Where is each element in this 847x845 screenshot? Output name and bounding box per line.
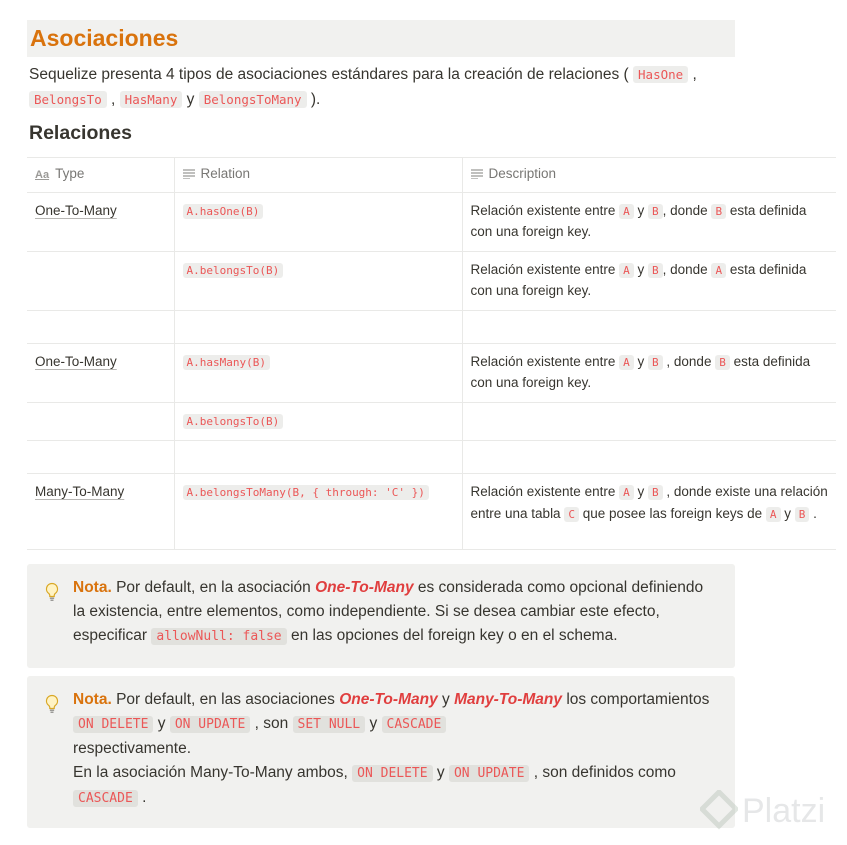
- code-hasmany: HasMany: [120, 91, 183, 108]
- header-relation[interactable]: Relation: [174, 158, 462, 193]
- relation-cell[interactable]: [174, 310, 462, 343]
- relation-cell[interactable]: [174, 251, 462, 310]
- table-row: [27, 402, 836, 441]
- note-label: Nota.: [73, 691, 112, 708]
- platzi-logo-icon: [700, 790, 738, 834]
- inline-code: C: [564, 507, 579, 522]
- inline-code: A: [619, 355, 634, 370]
- relation-cell[interactable]: [174, 402, 462, 441]
- description-cell[interactable]: Relación existente entre A y B , donde B esta definida con una foreign key.: [462, 192, 836, 251]
- description-cell[interactable]: [462, 441, 836, 474]
- inline-code: B: [648, 355, 663, 370]
- code-belongstomany: BelongsToMany: [199, 91, 307, 108]
- inline-code: CASCADE: [73, 790, 138, 807]
- inline-code: SET NULL: [293, 716, 366, 733]
- description-cell[interactable]: [462, 402, 836, 441]
- inline-code: B: [648, 263, 663, 278]
- header-type[interactable]: Aa Type: [27, 158, 174, 193]
- intro-paragraph: Sequelize presenta 4 tipos de asociaciones estándares para la creación de relaciones ( HasOne , BelongsTo , HasMany y BelongsToMany ).: [29, 66, 697, 108]
- inline-code: ON DELETE: [352, 765, 432, 782]
- inline-code: ON UPDATE: [449, 765, 529, 782]
- inline-code: CASCADE: [382, 716, 447, 733]
- platzi-watermark: [698, 788, 843, 836]
- emphasis: Many-To-Many: [454, 691, 562, 708]
- inline-code: allowNull: false: [151, 628, 286, 645]
- code-hasone: HasOne: [633, 66, 688, 83]
- inline-code: B: [648, 204, 663, 219]
- header-description[interactable]: Description: [462, 158, 836, 193]
- note-callout: Nota. Por default, en la asociación One-To-Many es considerada como opcional definiendo la existencia, entre elementos, como independiente. Si se desea cambiar este efecto, especificar allowNull: false en las opciones del foreign key o en el schema.: [27, 564, 735, 668]
- inline-code: ON DELETE: [73, 716, 153, 733]
- relations-table: [27, 157, 836, 550]
- description-cell[interactable]: [462, 310, 836, 343]
- table-row: [27, 474, 836, 550]
- lightbulb-icon: [44, 582, 60, 602]
- inline-code: A: [766, 507, 781, 522]
- section-heading: Asociaciones: [27, 20, 735, 57]
- code-belongsto: BelongsTo: [29, 91, 107, 108]
- relation-code: A.hasMany(B): [183, 355, 270, 370]
- relation-cell[interactable]: [174, 343, 462, 402]
- relation-code: A.belongsTo(B): [183, 263, 284, 278]
- description-cell[interactable]: Relación existente entre A y B , donde existe una relación entre una tabla C que posee las foreign keys de A y B .: [462, 474, 836, 550]
- table-row: [27, 192, 836, 251]
- platzi-wordmark: Platzi: [742, 792, 826, 830]
- table-row: [27, 310, 836, 343]
- table-row: [27, 251, 836, 310]
- relation-cell[interactable]: [174, 474, 462, 550]
- relation-code: A.hasOne(B): [183, 204, 264, 219]
- relation-code: A.belongsToMany(B, { through: 'C' }): [183, 485, 429, 500]
- inline-code: B: [711, 204, 726, 219]
- lightbulb-icon: [44, 694, 60, 714]
- type-cell[interactable]: [27, 402, 174, 441]
- note-callout: Nota. Por default, en las asociaciones One-To-Many y Many-To-Many los comportamientos ON DELETE y ON UPDATE , son SET NULL y CASCADE respectivamente. En la asociación Many-To-Many ambos, ON DELETE y ON UPDATE , son definidos como CASCADE .: [27, 676, 735, 828]
- table-header-row: [27, 158, 836, 193]
- note-label: Nota.: [73, 579, 112, 596]
- text-lines-icon: [183, 169, 195, 179]
- relation-code: A.belongsTo(B): [183, 414, 284, 429]
- inline-code: B: [715, 355, 730, 370]
- table-row: [27, 441, 836, 474]
- description-cell[interactable]: Relación existente entre A y B , donde A esta definida con una foreign key.: [462, 251, 836, 310]
- table-row: [27, 343, 836, 402]
- relation-cell[interactable]: [174, 441, 462, 474]
- description-cell[interactable]: Relación existente entre A y B , donde B esta definida con una foreign key.: [462, 343, 836, 402]
- inline-code: ON UPDATE: [170, 716, 250, 733]
- text-property-icon: Aa: [35, 169, 50, 181]
- type-cell[interactable]: [27, 310, 174, 343]
- type-cell[interactable]: Many-To-Many: [27, 474, 174, 550]
- emphasis: One-To-Many: [315, 579, 414, 596]
- relation-cell[interactable]: [174, 192, 462, 251]
- emphasis: One-To-Many: [339, 691, 438, 708]
- inline-code: A: [711, 263, 726, 278]
- type-cell[interactable]: [27, 251, 174, 310]
- type-cell[interactable]: One-To-Many: [27, 192, 174, 251]
- inline-code: B: [795, 507, 810, 522]
- inline-code: A: [619, 485, 634, 500]
- text-lines-icon: [471, 169, 483, 179]
- subheading: Relaciones: [29, 122, 132, 144]
- inline-code: A: [619, 204, 634, 219]
- type-cell[interactable]: One-To-Many: [27, 343, 174, 402]
- inline-code: B: [648, 485, 663, 500]
- inline-code: A: [619, 263, 634, 278]
- type-cell[interactable]: [27, 441, 174, 474]
